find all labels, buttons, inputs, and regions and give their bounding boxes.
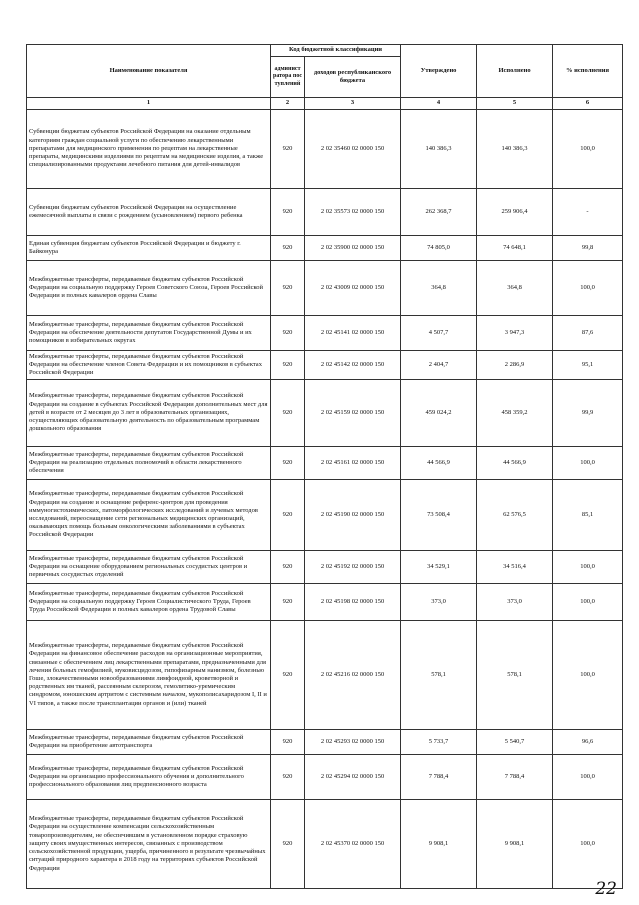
admin-code: 920 (271, 447, 305, 480)
approved-value: 578,1 (401, 621, 477, 730)
executed-value: 458 359,2 (477, 380, 553, 447)
table-row (27, 110, 623, 189)
approved-value: 73 508,4 (401, 480, 477, 551)
executed-value: 44 566,9 (477, 447, 553, 480)
income-code: 2 02 35573 02 0000 150 (305, 189, 401, 236)
admin-code: 920 (271, 584, 305, 621)
indicator-name: Межбюджетные трансферты, передаваемые бюджетам субъектов Российской Федерации на осуществление компенсации сельскохозяйственным товаропроизводителям, не обеспечившим в установленном порядке страховую защиту своих имущественных интересов, связанных с производством сельскохозяйственной продукции, ущерба, причиненного в результате чрезвычайных ситуаций природного характера в 2018 году на территориях субъектов Российской Федерации (27, 800, 271, 889)
header-executed: Исполнено (477, 45, 553, 98)
admin-code: 920 (271, 316, 305, 351)
admin-code: 920 (271, 755, 305, 800)
budget-table (26, 44, 623, 889)
page-number: 22 (595, 879, 617, 899)
income-code: 2 02 45192 02 0000 150 (305, 551, 401, 584)
header-percent: % исполнения (553, 45, 623, 98)
header-row-1 (27, 45, 623, 57)
indicator-name: Межбюджетные трансферты, передаваемые бюджетам субъектов Российской Федерации на социальную поддержку Героев Советского Союза, Героев Российской Федерации и полных кавалеров ордена Славы (27, 261, 271, 316)
income-code: 2 02 35900 02 0000 150 (305, 236, 401, 261)
indicator-name: Субвенции бюджетам субъектов Российской Федерации на осуществление ежемесячной выплаты в связи с рождением (усыновлением) первого ребенка (27, 189, 271, 236)
executed-value: 5 540,7 (477, 730, 553, 755)
header-approved: Утверждено (401, 45, 477, 98)
admin-code: 920 (271, 800, 305, 889)
header-code-group: Код бюджетной классификации (271, 45, 401, 57)
indicator-name: Межбюджетные трансферты, передаваемые бюджетам субъектов Российской Федерации на финансовое обеспечение расходов на организационные мероприятия, связанные с обеспечением лиц лекарственными препаратами, предназначенными для лечения больных гемофилией, муковисцидозом, гипофизарным нанизмом, болезнью Гоше, злокачественными новообразованиями лимфоидной, кроветворной и родственных им тканей, рассеянным склерозом, гемолитико-уремическим синдромом, юношеским артритом с системным началом, мукополисахаридозом I, II и VI типов, а также после трансплантации органов и (или) тканей (27, 621, 271, 730)
table-row (27, 236, 623, 261)
col-number: 2 (271, 98, 305, 110)
income-code: 2 02 45141 02 0000 150 (305, 316, 401, 351)
percent-value: 100,0 (553, 261, 623, 316)
executed-value: 364,8 (477, 261, 553, 316)
admin-code: 920 (271, 380, 305, 447)
percent-value: 100,0 (553, 755, 623, 800)
table-row (27, 621, 623, 730)
admin-code: 920 (271, 480, 305, 551)
indicator-name: Межбюджетные трансферты, передаваемые бюджетам субъектов Российской Федерации на создание и оснащение референс-центров для проведения иммуногистохимических, патоморфологических исследований и лучевых методов исследований, переоснащение сети региональных медицинских организаций, оказывающих помощь больным онкологическими заболеваниями в субъектах Российской Федерации (27, 480, 271, 551)
indicator-name: Единая субвенция бюджетам субъектов Российской Федерации и бюджету г. Байконура (27, 236, 271, 261)
approved-value: 459 024,2 (401, 380, 477, 447)
approved-value: 74 805,0 (401, 236, 477, 261)
percent-value: 96,6 (553, 730, 623, 755)
admin-code: 920 (271, 189, 305, 236)
indicator-name: Межбюджетные трансферты, передаваемые бюджетам субъектов Российской Федерации на социальную поддержку Героев Социалистического Труда, Героев Труда Российской Федерации и полных кавалеров ордена Трудовой Славы (27, 584, 271, 621)
header-admin: администратора поступлений (271, 57, 305, 98)
indicator-name: Межбюджетные трансферты, передаваемые бюджетам субъектов Российской Федерации на обеспечение деятельности депутатов Государственной Думы и их помощников в избирательных округах (27, 316, 271, 351)
income-code: 2 02 45161 02 0000 150 (305, 447, 401, 480)
percent-value: 95,1 (553, 351, 623, 380)
table-row (27, 551, 623, 584)
admin-code: 920 (271, 110, 305, 189)
percent-value: 100,0 (553, 110, 623, 189)
indicator-name: Межбюджетные трансферты, передаваемые бюджетам субъектов Российской Федерации на обеспечение членов Совета Федерации и их помощников в субъектах Российской Федерации (27, 351, 271, 380)
income-code: 2 02 45294 02 0000 150 (305, 755, 401, 800)
percent-value: 100,0 (553, 800, 623, 889)
table-row (27, 480, 623, 551)
column-numbers-row (27, 98, 623, 110)
budget-table-body (27, 45, 623, 889)
executed-value: 2 286,9 (477, 351, 553, 380)
table-row (27, 447, 623, 480)
income-code: 2 02 45293 02 0000 150 (305, 730, 401, 755)
admin-code: 920 (271, 236, 305, 261)
executed-value: 7 788,4 (477, 755, 553, 800)
executed-value: 578,1 (477, 621, 553, 730)
admin-code: 920 (271, 730, 305, 755)
income-code: 2 02 45370 02 0000 150 (305, 800, 401, 889)
approved-value: 262 368,7 (401, 189, 477, 236)
income-code: 2 02 45159 02 0000 150 (305, 380, 401, 447)
percent-value: 85,1 (553, 480, 623, 551)
approved-value: 2 404,7 (401, 351, 477, 380)
approved-value: 4 507,7 (401, 316, 477, 351)
income-code: 2 02 45142 02 0000 150 (305, 351, 401, 380)
percent-value: 100,0 (553, 584, 623, 621)
income-code: 2 02 45190 02 0000 150 (305, 480, 401, 551)
executed-value: 9 908,1 (477, 800, 553, 889)
table-row (27, 351, 623, 380)
approved-value: 140 386,3 (401, 110, 477, 189)
income-code: 2 02 45216 02 0000 150 (305, 621, 401, 730)
header-income: доходов республиканского бюджета (305, 57, 401, 98)
executed-value: 140 386,3 (477, 110, 553, 189)
table-row (27, 800, 623, 889)
table-row (27, 584, 623, 621)
percent-value: - (553, 189, 623, 236)
income-code: 2 02 35460 02 0000 150 (305, 110, 401, 189)
indicator-name: Субвенции бюджетам субъектов Российской Федерации на оказание отдельным категориям граждан социальной услуги по обеспечению лекарственными препаратами для медицинского применения по рецептам на лекарственные препараты, медицинскими изделиями по рецептам на медицинские изделия, а также специализированными продуктами лечебного питания для детей-инвалидов (27, 110, 271, 189)
indicator-name: Межбюджетные трансферты, передаваемые бюджетам субъектов Российской Федерации на организацию профессионального обучения и дополнительного профессионального образования лиц предпенсионного возраста (27, 755, 271, 800)
approved-value: 364,8 (401, 261, 477, 316)
col-number: 3 (305, 98, 401, 110)
approved-value: 9 908,1 (401, 800, 477, 889)
approved-value: 7 788,4 (401, 755, 477, 800)
indicator-name: Межбюджетные трансферты, передаваемые бюджетам субъектов Российской Федерации на приобретение автотранспорта (27, 730, 271, 755)
admin-code: 920 (271, 351, 305, 380)
executed-value: 3 947,3 (477, 316, 553, 351)
col-number: 1 (27, 98, 271, 110)
executed-value: 373,0 (477, 584, 553, 621)
table-row (27, 755, 623, 800)
table-row (27, 316, 623, 351)
income-code: 2 02 43009 02 0000 150 (305, 261, 401, 316)
header-name: Наименование показателя (27, 45, 271, 98)
admin-code: 920 (271, 261, 305, 316)
executed-value: 34 516,4 (477, 551, 553, 584)
executed-value: 74 648,1 (477, 236, 553, 261)
percent-value: 99,8 (553, 236, 623, 261)
percent-value: 87,6 (553, 316, 623, 351)
percent-value: 100,0 (553, 447, 623, 480)
indicator-name: Межбюджетные трансферты, передаваемые бюджетам субъектов Российской Федерации на создание в субъектах Российской Федерации дополнительных мест для детей в возрасте от 2 месяцев до 3 лет в образовательных организациях, осуществляющих образовательную деятельность по образовательным программам дошкольного образования (27, 380, 271, 447)
income-code: 2 02 45198 02 0000 150 (305, 584, 401, 621)
table-row (27, 380, 623, 447)
percent-value: 100,0 (553, 621, 623, 730)
table-row (27, 261, 623, 316)
approved-value: 373,0 (401, 584, 477, 621)
approved-value: 34 529,1 (401, 551, 477, 584)
executed-value: 62 576,5 (477, 480, 553, 551)
col-number: 6 (553, 98, 623, 110)
approved-value: 44 566,9 (401, 447, 477, 480)
table-row (27, 730, 623, 755)
indicator-name: Межбюджетные трансферты, передаваемые бюджетам субъектов Российской Федерации на реализацию отдельных полномочий в области лекарственного обеспечения (27, 447, 271, 480)
col-number: 5 (477, 98, 553, 110)
indicator-name: Межбюджетные трансферты, передаваемые бюджетам субъектов Российской Федерации на оснащение оборудованием региональных сосудистых центров и первичных сосудистых отделений (27, 551, 271, 584)
percent-value: 100,0 (553, 551, 623, 584)
admin-code: 920 (271, 621, 305, 730)
admin-code: 920 (271, 551, 305, 584)
approved-value: 5 733,7 (401, 730, 477, 755)
col-number: 4 (401, 98, 477, 110)
percent-value: 99,9 (553, 380, 623, 447)
table-row (27, 189, 623, 236)
executed-value: 259 906,4 (477, 189, 553, 236)
